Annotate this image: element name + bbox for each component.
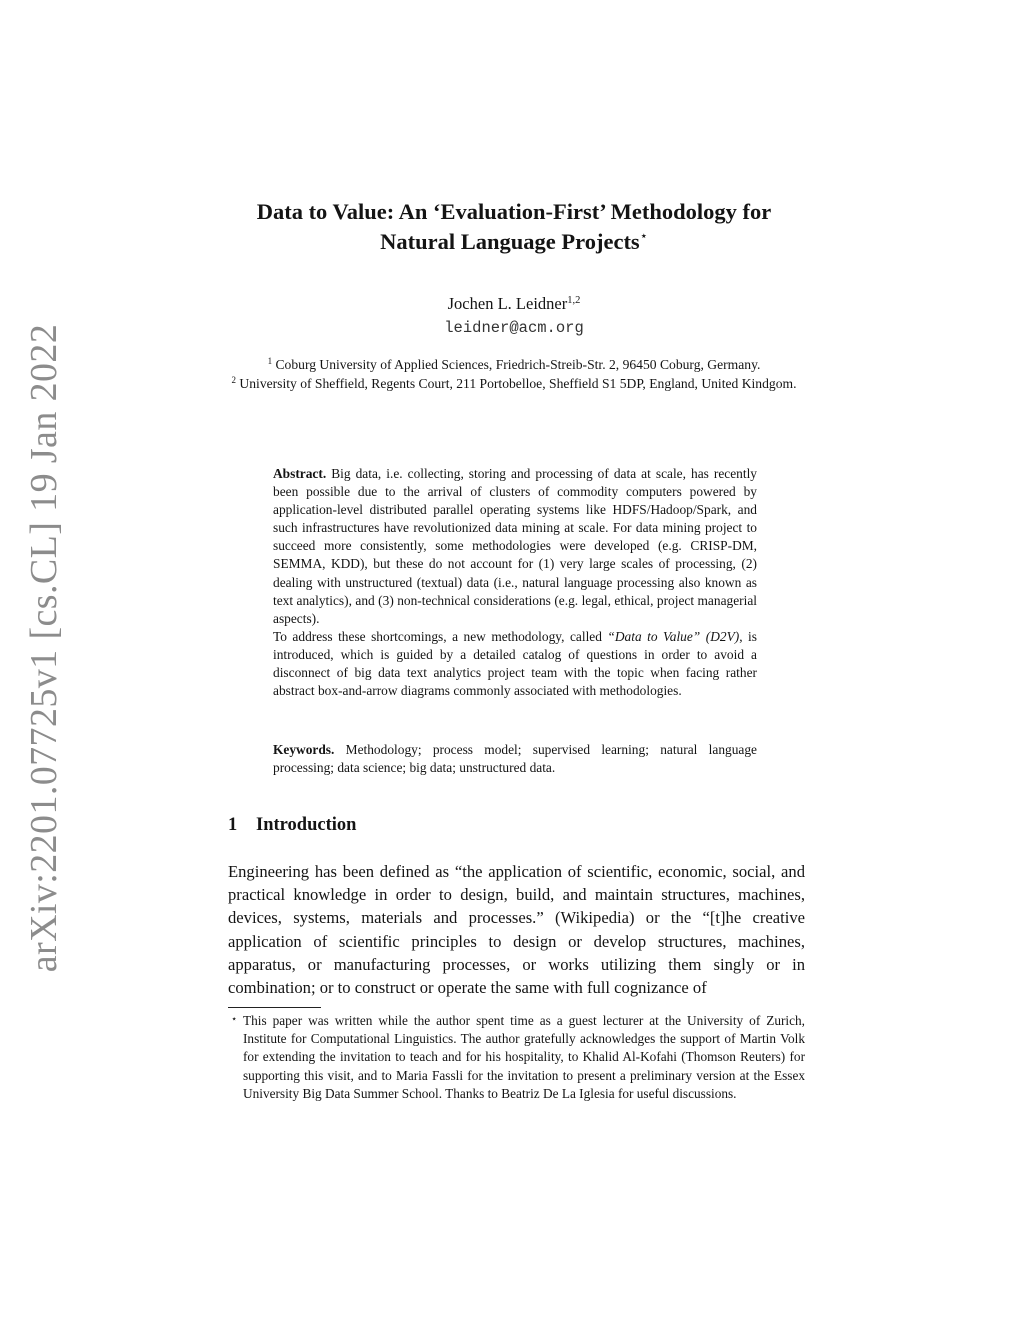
arxiv-identifier: arXiv:2201.07725v1 [cs.CL] 19 Jan 2022 xyxy=(23,323,66,972)
abstract-paragraph-2 xyxy=(273,628,757,700)
footnote xyxy=(231,1012,805,1103)
author-email: leidner@acm.org xyxy=(444,319,584,337)
abstract-method-name: “Data to Value” (D2V) xyxy=(607,628,740,644)
keywords-text: Methodology; process model; supervised learning; natural language processing; data science; big data; unstructured data. xyxy=(273,742,757,776)
affiliation-2 xyxy=(228,374,800,393)
title-line-1: Data to Value: An ‘Evaluation-First’ Methodology for xyxy=(256,199,772,224)
abstract-label: Abstract. xyxy=(273,466,327,481)
author-name: Jochen L. Leidner xyxy=(447,294,568,313)
affiliations xyxy=(228,355,800,393)
abstract xyxy=(273,465,757,700)
affiliation-1 xyxy=(228,355,800,374)
abstract-paragraph-1 xyxy=(273,465,757,628)
introduction-paragraph: Engineering has been defined as “the application of scientific, economic, social, and practical knowledge in order to design, build, and maintain structures, machines, devices, systems, materials and processes.” (Wikipedia) or the “[t]he creative application of scientific principles to design or develop structures, machines, apparatus, or manufacturing processes, or works utilizing them singly or in combination; or to construct or operate the same with full cognizance of xyxy=(228,862,805,998)
footnote-text: This paper was written while the author spent time as a guest lecturer at the University of Zurich, Institute for Computational Linguistics. The author gratefully acknowledges the support of Martin Volk for extending the invitation to teach and for his hospitality, to Khalid Al-Kofahi (Thomson Reuters) for supporting this visit, and to Maria Fassli for the invitation to present a preliminary version at the Essex University Big Data Summer School. Thanks to Beatriz De La Iglesia for useful discussions. xyxy=(243,1013,805,1101)
abstract-text-2b: , is introduced, which is guided by a detailed catalog of questions in order to avoid a disconnect of big data text analytics project team with the topic when facing rather abstract box-and-arrow diagrams commonly associated with methodologies. xyxy=(273,628,757,699)
title-line-2-text: Natural Language Projects xyxy=(380,229,640,254)
arxiv-sidebar-stamp xyxy=(5,323,83,972)
footnote-mark: ⋆ xyxy=(231,1014,238,1025)
affiliation-2-text: University of Sheffield, Regents Court, 211 Portobelloe, Sheffield S1 5DP, England, United Kindgom. xyxy=(239,376,797,391)
paper-title xyxy=(200,197,828,257)
author-affiliation-marks: 1,2 xyxy=(567,295,581,306)
title-line-2 xyxy=(200,227,828,257)
abstract-text-2a: To address these shortcomings, a new methodology, called xyxy=(273,628,608,644)
section-heading xyxy=(228,815,356,836)
footnote-divider xyxy=(228,1007,321,1008)
title-footnote-mark: ⋆ xyxy=(639,228,648,243)
author-line xyxy=(200,294,828,314)
affiliation-1-number: 1 xyxy=(267,356,273,366)
affiliation-2-number: 2 xyxy=(231,375,237,385)
affiliation-1-text: Coburg University of Applied Sciences, Friedrich-Streib-Str. 2, 96450 Coburg, Germany. xyxy=(275,357,761,372)
keywords xyxy=(273,741,757,777)
keywords-label: Keywords. xyxy=(273,742,335,757)
abstract-text-1: Big data, i.e. collecting, storing and processing of data at scale, has recently been possible due to the arrival of clusters of commodity computers powered by application-level distributed parallel operating systems like HDFS/Hadoop/Spark, and such infrastructures have revolutionized data mining at scale. For data mining project to succeed more consistently, some methodologies were developed (e.g. CRISP-DM, SEMMA, KDD), but these do not account for (1) very large scales of processing, (2) dealing with unstructured (textual) data (i.e., natural language processing also known as text analytics), and (3) non-technical considerations (e.g. legal, ethical, project managerial aspects). xyxy=(273,466,757,626)
section-title: Introduction xyxy=(256,815,357,835)
section-number: 1 xyxy=(228,815,238,835)
